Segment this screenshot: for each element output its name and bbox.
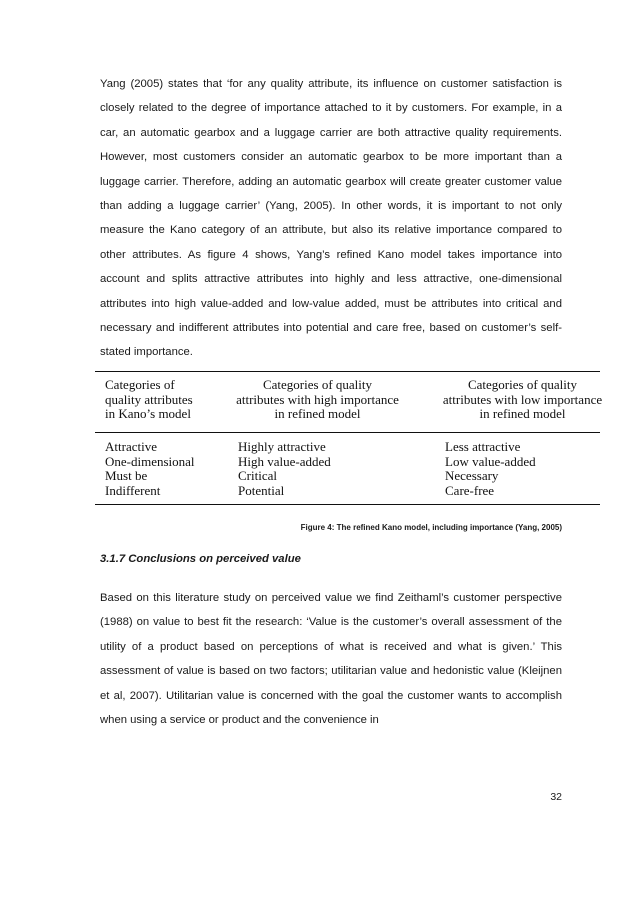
header-line: in refined model (274, 406, 361, 421)
header-line: attributes with high importance (236, 391, 399, 407)
header-line: in refined model (479, 406, 566, 421)
header-high-importance (230, 378, 405, 422)
figure-caption: Figure 4: The refined Kano model, including importance (Yang, 2005) (300, 523, 562, 532)
table-cell: High value-added (238, 453, 331, 469)
header-line: Categories of (105, 377, 175, 392)
body-paragraph-conclusions: Based on this literature study on perceived value we find Zeithaml’s customer perspective (1988) on value to best fit the research: ‘Value is the customer’s overall assessment of the utility of a product based on perceptions of what is received and what is given.’ This assessment of value is based on two factors; utilitarian value and hedonistic value (Kleijnen et al, 2007). Utilitarian value is concerned with the goal the customer wants to accomplish when using a service or product and the convenience in (100, 592, 562, 727)
table-cell: Indifferent (105, 482, 161, 498)
header-line: Categories of quality (262, 377, 373, 392)
table-cell: Attractive (105, 439, 157, 454)
table-cell: Must be (105, 468, 148, 483)
header-line: attributes with low importance (442, 391, 603, 407)
table-cell: One-dimensional (105, 453, 195, 469)
table-cell: Potential (238, 482, 285, 498)
page-number: 32 (550, 791, 562, 803)
table-top-rule (95, 371, 600, 372)
table-cell: Necessary (445, 468, 499, 483)
refined-kano-model-table (95, 368, 603, 505)
table-header-rule (95, 432, 600, 433)
header-kano-categories (105, 378, 193, 422)
body-paragraph-yang: Yang (2005) states that ‘for any quality attribute, its influence on customer satisfaction is closely related to the degree of importance attached to it by customers. For example, in a car, an automatic gearbox and a luggage carrier are both attractive quality requirements. However, most customers consider an automatic gearbox to be more important than a luggage carrier. Therefore, adding an automatic gearbox will create greater customer value than adding a luggage carrier’ (Yang, 2005). In other words, it is important to not only measure the Kano category of an attribute, but also its relative importance compared to other attributes. As figure 4 shows, Yang’s refined Kano model takes importance into account and splits attractive attributes into highly and less attractive, one-dimensional attributes into high value-added and low-value added, must be attributes into critical and necessary and indifferent attributes into potential and care free, based on customer’s self-stated importance. (100, 78, 562, 359)
column-low-importance (445, 440, 610, 498)
column-high-importance (238, 440, 413, 498)
table-cell: Critical (238, 468, 277, 483)
table-cell: Less attractive (445, 439, 521, 454)
table-cell: Care-free (445, 482, 495, 498)
header-line: in Kano’s model (105, 406, 191, 421)
header-line: Categories of quality (467, 377, 578, 392)
section-heading: 3.1.7 Conclusions on perceived value (100, 553, 301, 565)
header-line: quality attributes (105, 391, 193, 407)
header-low-importance (440, 378, 605, 422)
table-cell: Low value-added (445, 453, 536, 469)
table-cell: Highly attractive (238, 439, 326, 454)
column-kano (105, 440, 195, 498)
table-bottom-rule (95, 504, 600, 505)
